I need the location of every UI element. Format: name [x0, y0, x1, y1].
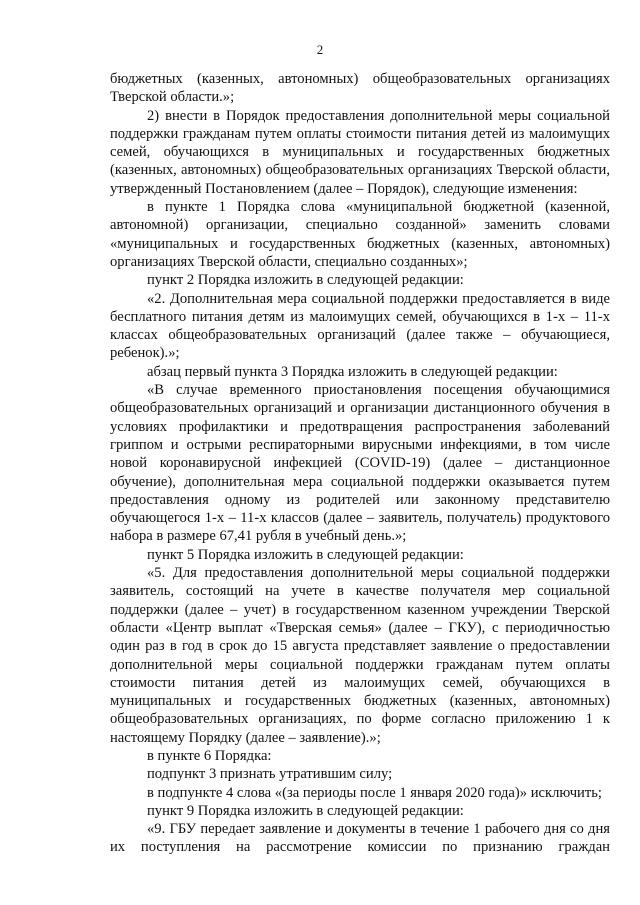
paragraph: пункт 2 Порядка изложить в следующей редакции: — [147, 272, 464, 289]
paragraph: «9. ГБУ передает заявление и документы в течение 1 рабочего дня со дня их поступления на рассмотрение комиссии по признанию граждан — [110, 821, 610, 856]
paragraph: 2) внести в Порядок предоставления дополнительной меры социальной поддержки гражданам путем оплаты стоимости питания детей из малоимущих семей, обучающихся в муниципальных и государственных бюджетных (казенных, автономных) общеобразовательных организациях Тверской области, утвержденный Постановлением (далее – Порядок), следующие изменения: — [110, 107, 610, 197]
paragraph: «5. Для предоставления дополнительной меры социальной поддержки заявитель, состоящий на учете в качестве получателя мер социальной поддержки (далее – учет) в государственном казенном учреждении Тверской области «Центр выплат «Тверская семья» (далее – ГКУ), с периодичностью один раз в год в срок до 15 августа представляет заявление о предоставлении дополнительной меры социальной поддержки гражданам путем оплаты стоимости питания детей из малоимущих семей, обучающихся в муниципальных и государственных бюджетных (казенных, автономных) общеобразовательных организациях, по форме согласно приложению 1 к настоящему Порядку (далее – заявление).»; — [110, 565, 610, 746]
paragraph: подпункт 3 признать утратившим силу; — [147, 766, 393, 783]
paragraph: «2. Дополнительная мера социальной поддержки предоставляется в виде бесплатного питания детям из малоимущих семей, обучающихся в 1-х – 11-х классах общеобразовательных организаций (далее также – обучающиеся, ребенок).»; — [110, 290, 610, 362]
paragraph: пункт 9 Порядка изложить в следующей редакции: — [147, 802, 464, 819]
page-number: 2 — [316, 42, 324, 57]
paragraph: «В случае временного приостановления посещения обучающимися общеобразовательных организаций и организации дистанционного обучения в условиях профилактики и предотвращения распространения заболеваний гриппом и острыми респираторными вирусными инфекциями, в том числе новой коронавирусной инфекцией (COVID-19) (далее – дистанционное обучение), дополнительная мера социальной поддержки оказывается путем предоставления одному из родителей или законному представителю обучающегося 1-х – 11-х классов (далее – заявитель, получатель) продуктового набора в размере 67,41 рубля в учебный день.»; — [110, 382, 610, 545]
paragraph: абзац первый пункта 3 Порядка изложить в следующей редакции: — [147, 363, 558, 380]
paragraph: в подпункте 4 слова «(за периоды после 1 января 2020 года)» исключить; — [147, 784, 602, 801]
document-body — [110, 70, 610, 857]
paragraph: в пункте 6 Порядка: — [147, 747, 272, 764]
paragraph: пункт 5 Порядка изложить в следующей редакции: — [147, 546, 464, 563]
paragraph: в пункте 1 Порядка слова «муниципальной бюджетной (казенной, автономной) организации, специально созданной» заменить словами «муниципальных и государственных бюджетных (казенных, автономных) организациях Тверской области, специально созданных»; — [110, 199, 610, 270]
paragraph: бюджетных (казенных, автономных) общеобразовательных организациях Тверской области.»; — [110, 71, 610, 106]
